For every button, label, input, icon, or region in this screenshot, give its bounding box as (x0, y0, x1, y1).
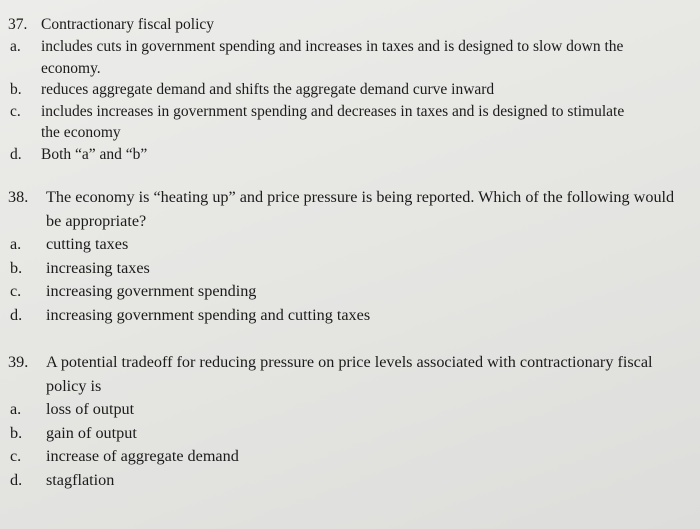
option-b (8, 257, 692, 281)
question-number: 37. (8, 16, 28, 33)
option-text: increase of aggregate demand (46, 447, 239, 465)
option-letter: a. (10, 400, 22, 418)
option-b (8, 422, 692, 446)
option-text: increasing taxes (46, 258, 150, 277)
option-text: increasing government spending (46, 282, 257, 300)
option-d (8, 469, 692, 493)
option-text: includes increases in government spending and decreases in taxes and is designed to stimulate the economy (41, 102, 625, 141)
option-text: includes cuts in government spending and increases in taxes and is designed to slow down the economy. (41, 38, 624, 77)
question-38 (8, 186, 692, 327)
question-stem (8, 186, 692, 233)
option-a (8, 398, 692, 422)
option-c (8, 280, 692, 304)
question-39 (8, 351, 692, 492)
question-text: A potential tradeoff for reducing pressure on price levels associated with contractionary fiscal policy is (46, 353, 653, 395)
option-letter: b. (10, 81, 22, 98)
question-37 (8, 14, 692, 165)
option-letter: b. (10, 423, 23, 442)
option-a (8, 233, 692, 257)
option-text: increasing government spending and cutting taxes (46, 305, 371, 324)
option-text: Both “a” and “b” (41, 145, 148, 163)
option-letter: b. (10, 258, 23, 277)
option-c (8, 445, 692, 469)
option-d (8, 304, 692, 328)
option-letter: a. (10, 235, 22, 253)
question-text: The economy is “heating up” and price pressure is being reported. Which of the following would be appropriate? (46, 188, 675, 230)
option-letter: c. (10, 282, 22, 300)
question-number: 38. (8, 188, 29, 206)
option-text: stagflation (46, 470, 115, 489)
option-text: gain of output (46, 423, 137, 442)
question-stem (8, 351, 692, 398)
question-stem (8, 14, 692, 36)
option-d (8, 144, 692, 166)
option-a (8, 36, 692, 79)
option-letter: d. (10, 305, 23, 324)
option-text: loss of output (46, 400, 135, 418)
option-letter: c. (10, 102, 21, 120)
option-letter: c. (10, 447, 22, 465)
option-text: reduces aggregate demand and shifts the aggregate demand curve inward (41, 81, 495, 98)
question-number: 39. (8, 353, 29, 371)
option-letter: a. (10, 38, 21, 55)
option-letter: d. (10, 470, 23, 489)
option-c (8, 101, 692, 144)
option-letter: d. (10, 145, 22, 163)
option-b (8, 79, 692, 101)
question-text: Contractionary fiscal policy (41, 16, 215, 33)
option-text: cutting taxes (46, 235, 129, 253)
